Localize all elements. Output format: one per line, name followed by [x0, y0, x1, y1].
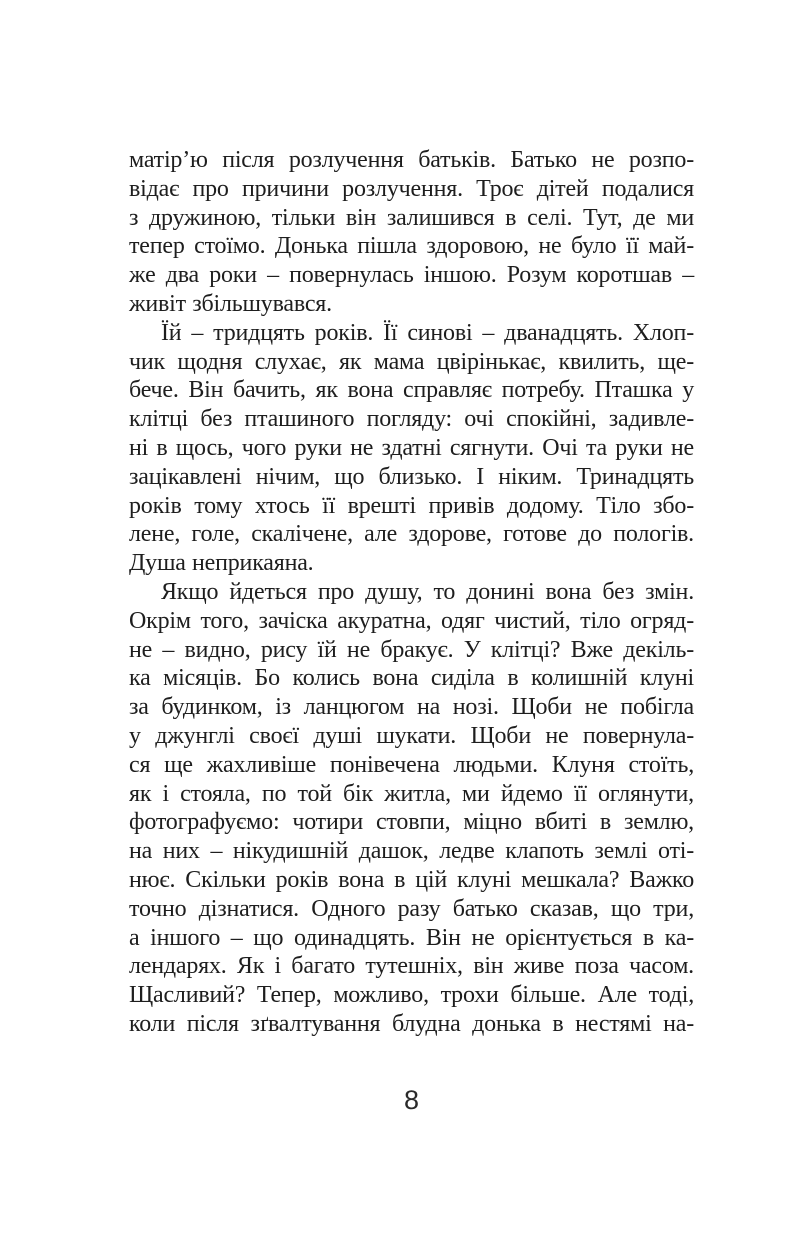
text-line: не – видно, рису їй не бракує. У клітці? Вже декіль- — [129, 636, 694, 663]
text-line: же два роки – повернулась іншою. Розум коротшав – — [129, 262, 694, 289]
text-line: з дружиною, тільки він залишився в селі. Тут, де ми — [129, 204, 694, 231]
text-line: Якщо йдеться про душу, то донині вона без змін. — [161, 578, 694, 605]
text-line: за будинком, із ланцюгом на нозі. Щоби не побігла — [129, 694, 694, 721]
page-text — [129, 146, 694, 1039]
text-line: чик щодня слухає, як мама цвірінькає, квилить, ще- — [129, 348, 694, 375]
text-line: ся ще жахливіше понівечена людьми. Клуня стоїть, — [129, 751, 694, 778]
page-number: 8 — [403, 1085, 420, 1115]
text-line: а іншого – що одинадцять. Він не орієнтується в ка- — [129, 924, 694, 951]
text-line: зацікавлені нічим, що близько. І ніким. Тринадцять — [129, 463, 694, 490]
text-line: Їй – тридцять років. Її синові – дванадцять. Хлоп- — [161, 319, 694, 346]
text-line: лене, голе, скалічене, але здорове, готове до пологів. — [129, 521, 694, 548]
text-line: відає про причини розлучення. Троє дітей подалися — [129, 175, 694, 202]
text-line: клітці без пташиного погляду: очі спокійні, задивле- — [129, 406, 694, 433]
text-line: живіт збільшувався. — [129, 290, 332, 317]
text-line: Душа неприкаяна. — [129, 550, 314, 577]
text-line: ка місяців. Бо колись вона сиділа в колишній клуні — [129, 665, 694, 692]
text-line: лендарях. Як і багато тутешніх, він живе поза часом. — [129, 953, 694, 980]
text-line: фотографуємо: чотири стовпи, міцно вбиті в землю, — [129, 809, 694, 836]
text-line: як і стояла, по той бік житла, ми йдемо її оглянути, — [129, 780, 694, 807]
text-line: у джунглі своєї душі шукати. Щоби не повернула- — [129, 722, 694, 749]
text-line: матір’ю після розлучення батьків. Батько не розпо- — [129, 147, 694, 173]
text-line: Щасливий? Тепер, можливо, трохи більше. Але тоді, — [129, 982, 694, 1009]
text-line: бече. Він бачить, як вона справляє потребу. Пташка у — [129, 377, 694, 404]
text-line: точно дізнатися. Одного разу батько сказав, що три, — [129, 895, 694, 922]
text-line: тепер стоїмо. Донька пішла здоровою, не було її май- — [129, 233, 694, 260]
text-line: ні в щось, чого руки не здатні сягнути. Очі та руки не — [129, 434, 694, 461]
text-line: Окрім того, зачіска акуратна, одяг чистий, тіло огряд- — [129, 607, 694, 634]
text-line: на них – нікудишній дашок, ледве клапоть землі оті- — [129, 838, 694, 865]
text-line: коли після зґвалтування блудна донька в нестямі на- — [129, 1010, 694, 1037]
text-line: років тому хтось її врешті привів додому. Тіло збо- — [129, 492, 694, 519]
text-line: нює. Скільки років вона в цій клуні мешкала? Важко — [129, 866, 694, 893]
